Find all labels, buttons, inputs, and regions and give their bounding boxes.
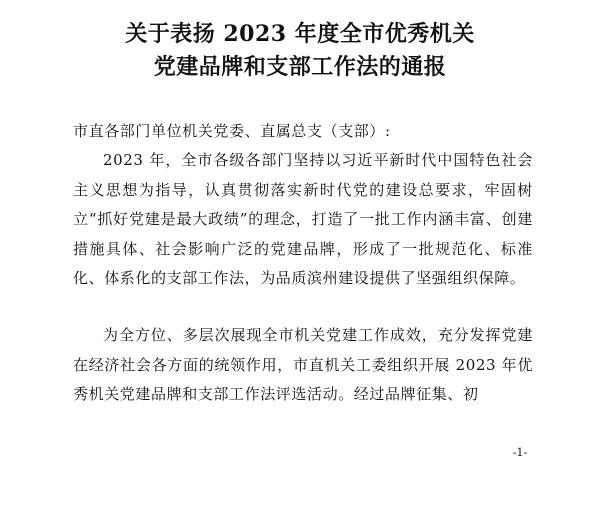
- document-title-line-1: 关于表扬 2023 年度全市优秀机关: [125, 21, 475, 47]
- salutation: 市直各部门单位机关党委、直属总支（支部）:: [73, 122, 391, 140]
- paragraph-1: 2023 年，全市各级各部门坚持以习近平新时代中国特色社会主义思想为指导，认真贯彻落实新时代党的建设总要求，牢固树立“抓好党建是最大政绩”的理念，打造了一批工作内涵丰富、创建措施具体、社会影响广泛的党建品牌，形成了一批规范化、标准化、体系化的支部工作法，为品质滨州建设提供了坚强组织保障。: [73, 151, 533, 287]
- page-number: -1-: [512, 446, 528, 459]
- paragraph-2: 为全方位、多层次展现全市机关党建工作成效，充分发挥党建在经济社会各方面的统领作用，市直机关工委组织开展 2023 年优秀机关党建品牌和支部工作法评选活动。经过品牌征集、初: [73, 326, 533, 403]
- document-title-line-2: 党建品牌和支部工作法的通报: [153, 54, 447, 80]
